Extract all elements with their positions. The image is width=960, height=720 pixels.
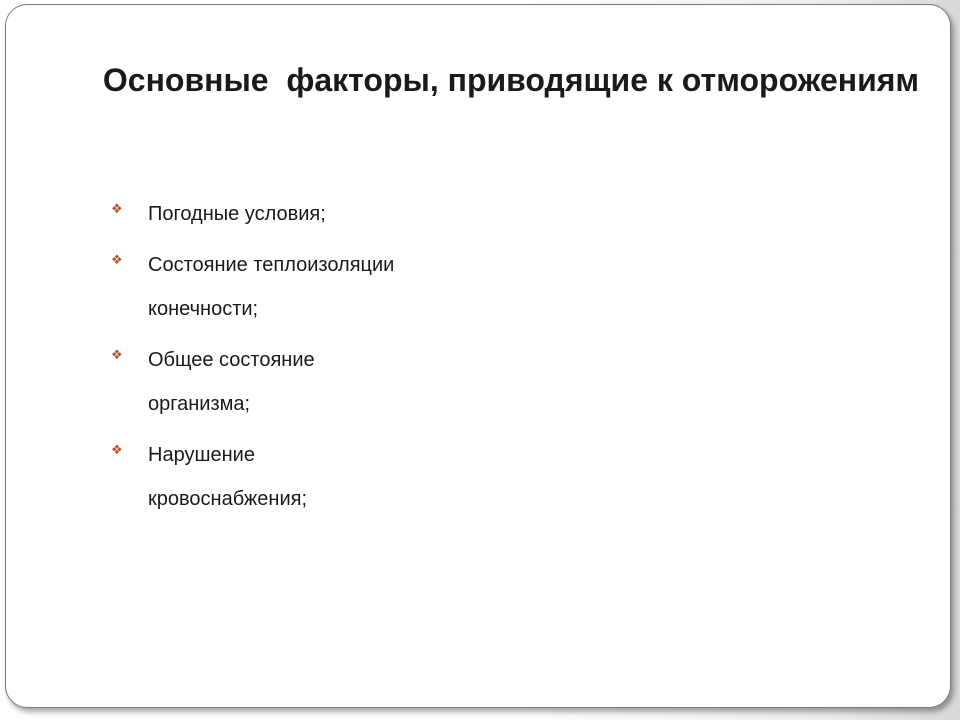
list-item bbox=[111, 433, 531, 521]
diamond-flower-icon: ❖ bbox=[111, 347, 123, 362]
slide-title: Основные факторы, приводящие к отморожениям bbox=[102, 62, 920, 98]
bullet-text: Нарушение кровоснабжения; bbox=[148, 444, 308, 510]
bullet-text: Состояние теплоизоляции конечности; bbox=[148, 254, 395, 320]
list-item bbox=[111, 338, 531, 426]
diamond-flower-icon: ❖ bbox=[111, 442, 123, 457]
list-item bbox=[111, 192, 531, 236]
slide-frame bbox=[5, 4, 951, 708]
diamond-flower-icon: ❖ bbox=[111, 252, 123, 267]
bullet-text: Погодные условия; bbox=[148, 203, 326, 225]
bullet-list bbox=[111, 192, 531, 528]
bullet-text: Общее состояние организма; bbox=[148, 349, 315, 415]
diamond-flower-icon: ❖ bbox=[111, 201, 123, 216]
list-item bbox=[111, 243, 531, 331]
